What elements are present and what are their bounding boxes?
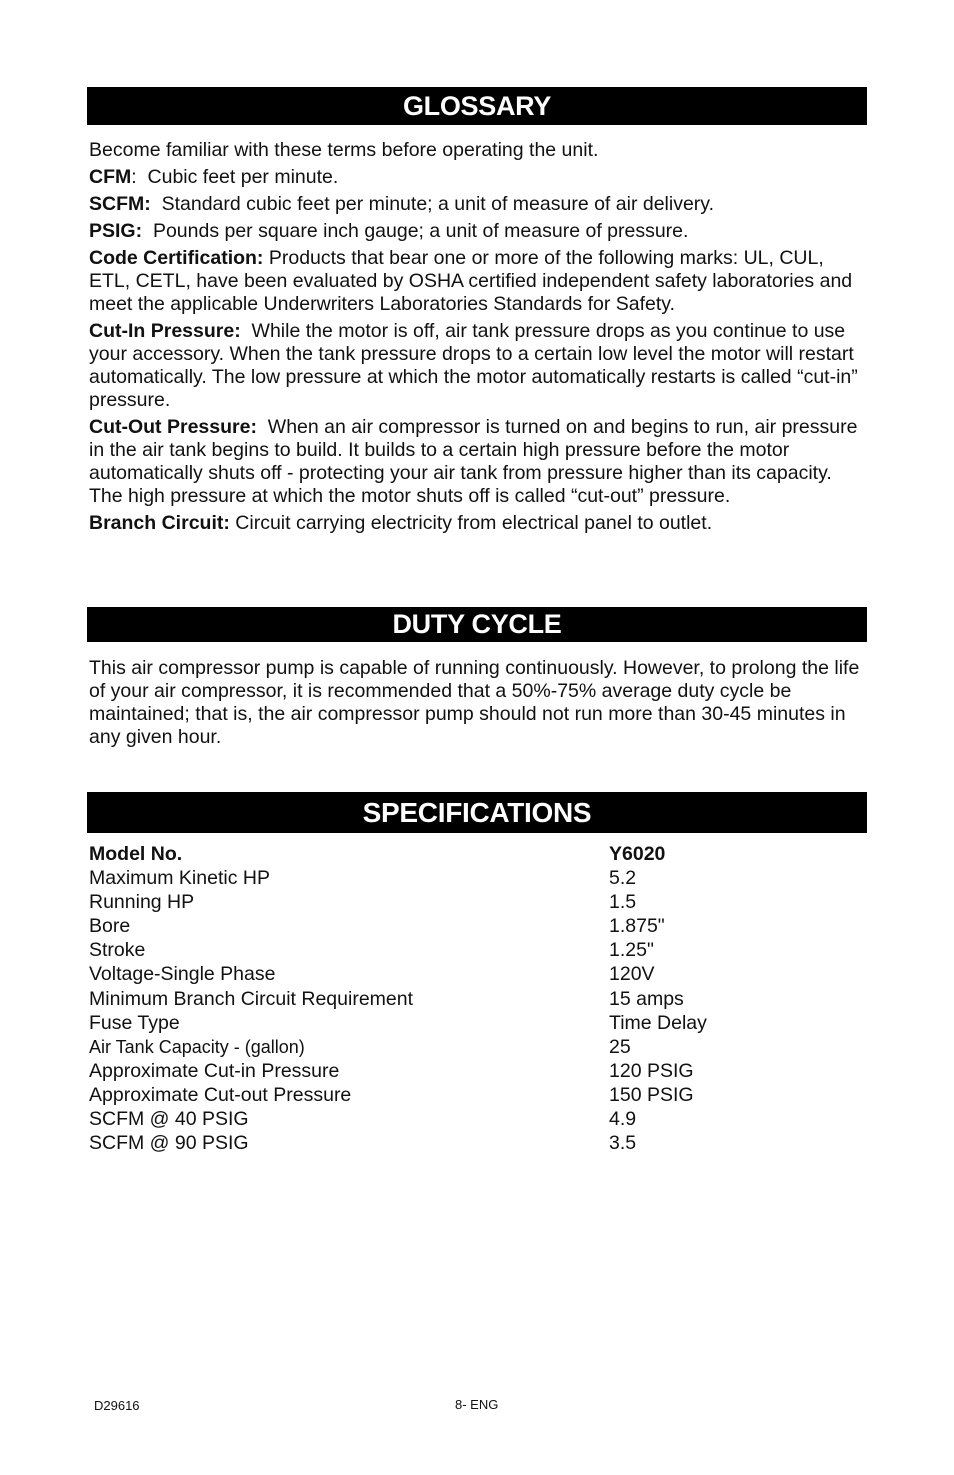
spec-row (89, 866, 861, 890)
duty-cycle-text: This air compressor pump is capable of running continuously. However, to prolong the life of your air compressor, it is recommended that a 50%-75% average duty cycle be maintained; that is, the air compressor pump should not run more than 30-45 minutes in any given hour. (89, 657, 860, 748)
glossary-entry-psig (89, 220, 861, 243)
spec-label: Air Tank Capacity - (gallon) (89, 1036, 305, 1057)
spec-label: Minimum Branch Circuit Requirement (89, 987, 414, 1010)
spec-header-row (89, 842, 861, 866)
spec-row (89, 1131, 861, 1155)
duty-cycle-heading: DUTY CYCLE (87, 607, 867, 642)
spec-value: Time Delay (609, 1011, 707, 1034)
spec-row (89, 987, 861, 1011)
spec-header-value: Y6020 (609, 843, 666, 865)
glossary-definition: Cubic feet per minute. (147, 166, 339, 188)
glossary-body (89, 139, 861, 539)
glossary-entry-scfm (89, 193, 861, 216)
spec-value: 15 amps (609, 987, 684, 1010)
spec-value: 1.25" (609, 939, 654, 962)
spec-label: Stroke (89, 939, 146, 962)
glossary-entry-cfm (89, 166, 861, 189)
glossary-definition: When an air compressor is turned on and begins to run, air pressure in the air tank begins to build. It builds to a certain high pressure before the motor automatically shuts off - protecting your air tank from pressure higher than its capacity. The high pressure at which the motor shuts off is called “cut-out” pressure. (89, 416, 858, 507)
glossary-entry-cut-in-pressure (89, 320, 861, 412)
glossary-entry-branch-circuit (89, 512, 861, 535)
spec-value: 25 (609, 1035, 631, 1058)
glossary-separator (241, 320, 252, 342)
spec-row (89, 1059, 861, 1083)
spec-value: 1.875" (609, 915, 665, 938)
spec-label: Maximum Kinetic HP (89, 867, 270, 890)
glossary-separator (151, 193, 162, 215)
glossary-definition: While the motor is off, air tank pressure drops as you continue to use your accessory. When the tank pressure drops to a certain low level the motor will restart automatically. The low pressure at which the motor automatically restarts is called “cut-in” pressure. (89, 320, 858, 411)
spec-row (89, 1083, 861, 1107)
spec-value: 120V (609, 963, 655, 986)
glossary-separator: : (131, 166, 148, 188)
page-number: 8- ENG (455, 1397, 499, 1412)
glossary-term: SCFM: (89, 193, 151, 215)
glossary-separator (257, 416, 268, 438)
specifications-table (89, 842, 861, 1155)
glossary-separator (142, 220, 153, 242)
glossary-term: Code Certification: (89, 247, 264, 269)
spec-label: Bore (89, 915, 131, 938)
spec-row (89, 890, 861, 914)
spec-row (89, 1107, 861, 1131)
document-number: D29616 (94, 1398, 140, 1413)
spec-label: Approximate Cut-out Pressure (89, 1083, 352, 1106)
spec-label: SCFM @ 90 PSIG (89, 1132, 249, 1155)
spec-row (89, 938, 861, 962)
glossary-intro: Become familiar with these terms before operating the unit. (89, 139, 599, 161)
spec-row (89, 914, 861, 938)
glossary-definition: Circuit carrying electricity from electrical panel to outlet. (235, 512, 713, 534)
glossary-term: CFM (89, 166, 132, 188)
spec-row (89, 1035, 861, 1059)
spec-row (89, 962, 861, 986)
spec-row (89, 1011, 861, 1035)
glossary-term: PSIG: (89, 220, 143, 242)
spec-label: Fuse Type (89, 1011, 180, 1034)
spec-label: Running HP (89, 891, 195, 914)
glossary-entry-code-certification (89, 247, 861, 316)
glossary-definition: Standard cubic feet per minute; a unit of measure of air delivery. (161, 193, 715, 215)
spec-label: Voltage-Single Phase (89, 963, 276, 986)
glossary-definition: Pounds per square inch gauge; a unit of measure of pressure. (152, 220, 689, 242)
glossary-term: Branch Circuit: (89, 512, 230, 534)
specifications-heading: SPECIFICATIONS (87, 792, 867, 833)
spec-value: 150 PSIG (609, 1083, 694, 1106)
spec-value: 5.2 (609, 867, 637, 890)
glossary-heading: GLOSSARY (87, 87, 867, 125)
spec-value: 120 PSIG (609, 1059, 694, 1082)
glossary-term: Cut-In Pressure: (89, 320, 241, 342)
spec-header-label: Model No. (89, 843, 183, 865)
spec-value: 4.9 (609, 1108, 637, 1131)
duty-cycle-body (89, 657, 861, 753)
spec-value: 3.5 (609, 1132, 637, 1155)
spec-label: SCFM @ 40 PSIG (89, 1108, 249, 1131)
spec-value: 1.5 (609, 891, 637, 914)
glossary-term: Cut-Out Pressure: (89, 416, 257, 438)
spec-label: Approximate Cut-in Pressure (89, 1059, 340, 1082)
glossary-definition: Products that bear one or more of the following marks: UL, CUL, ETL, CETL, have been evaluated by OSHA certified independent safety laboratories and meet the applicable Underwriters Laboratories Standards for Safety. (89, 247, 853, 315)
glossary-entry-cut-out-pressure (89, 416, 861, 508)
